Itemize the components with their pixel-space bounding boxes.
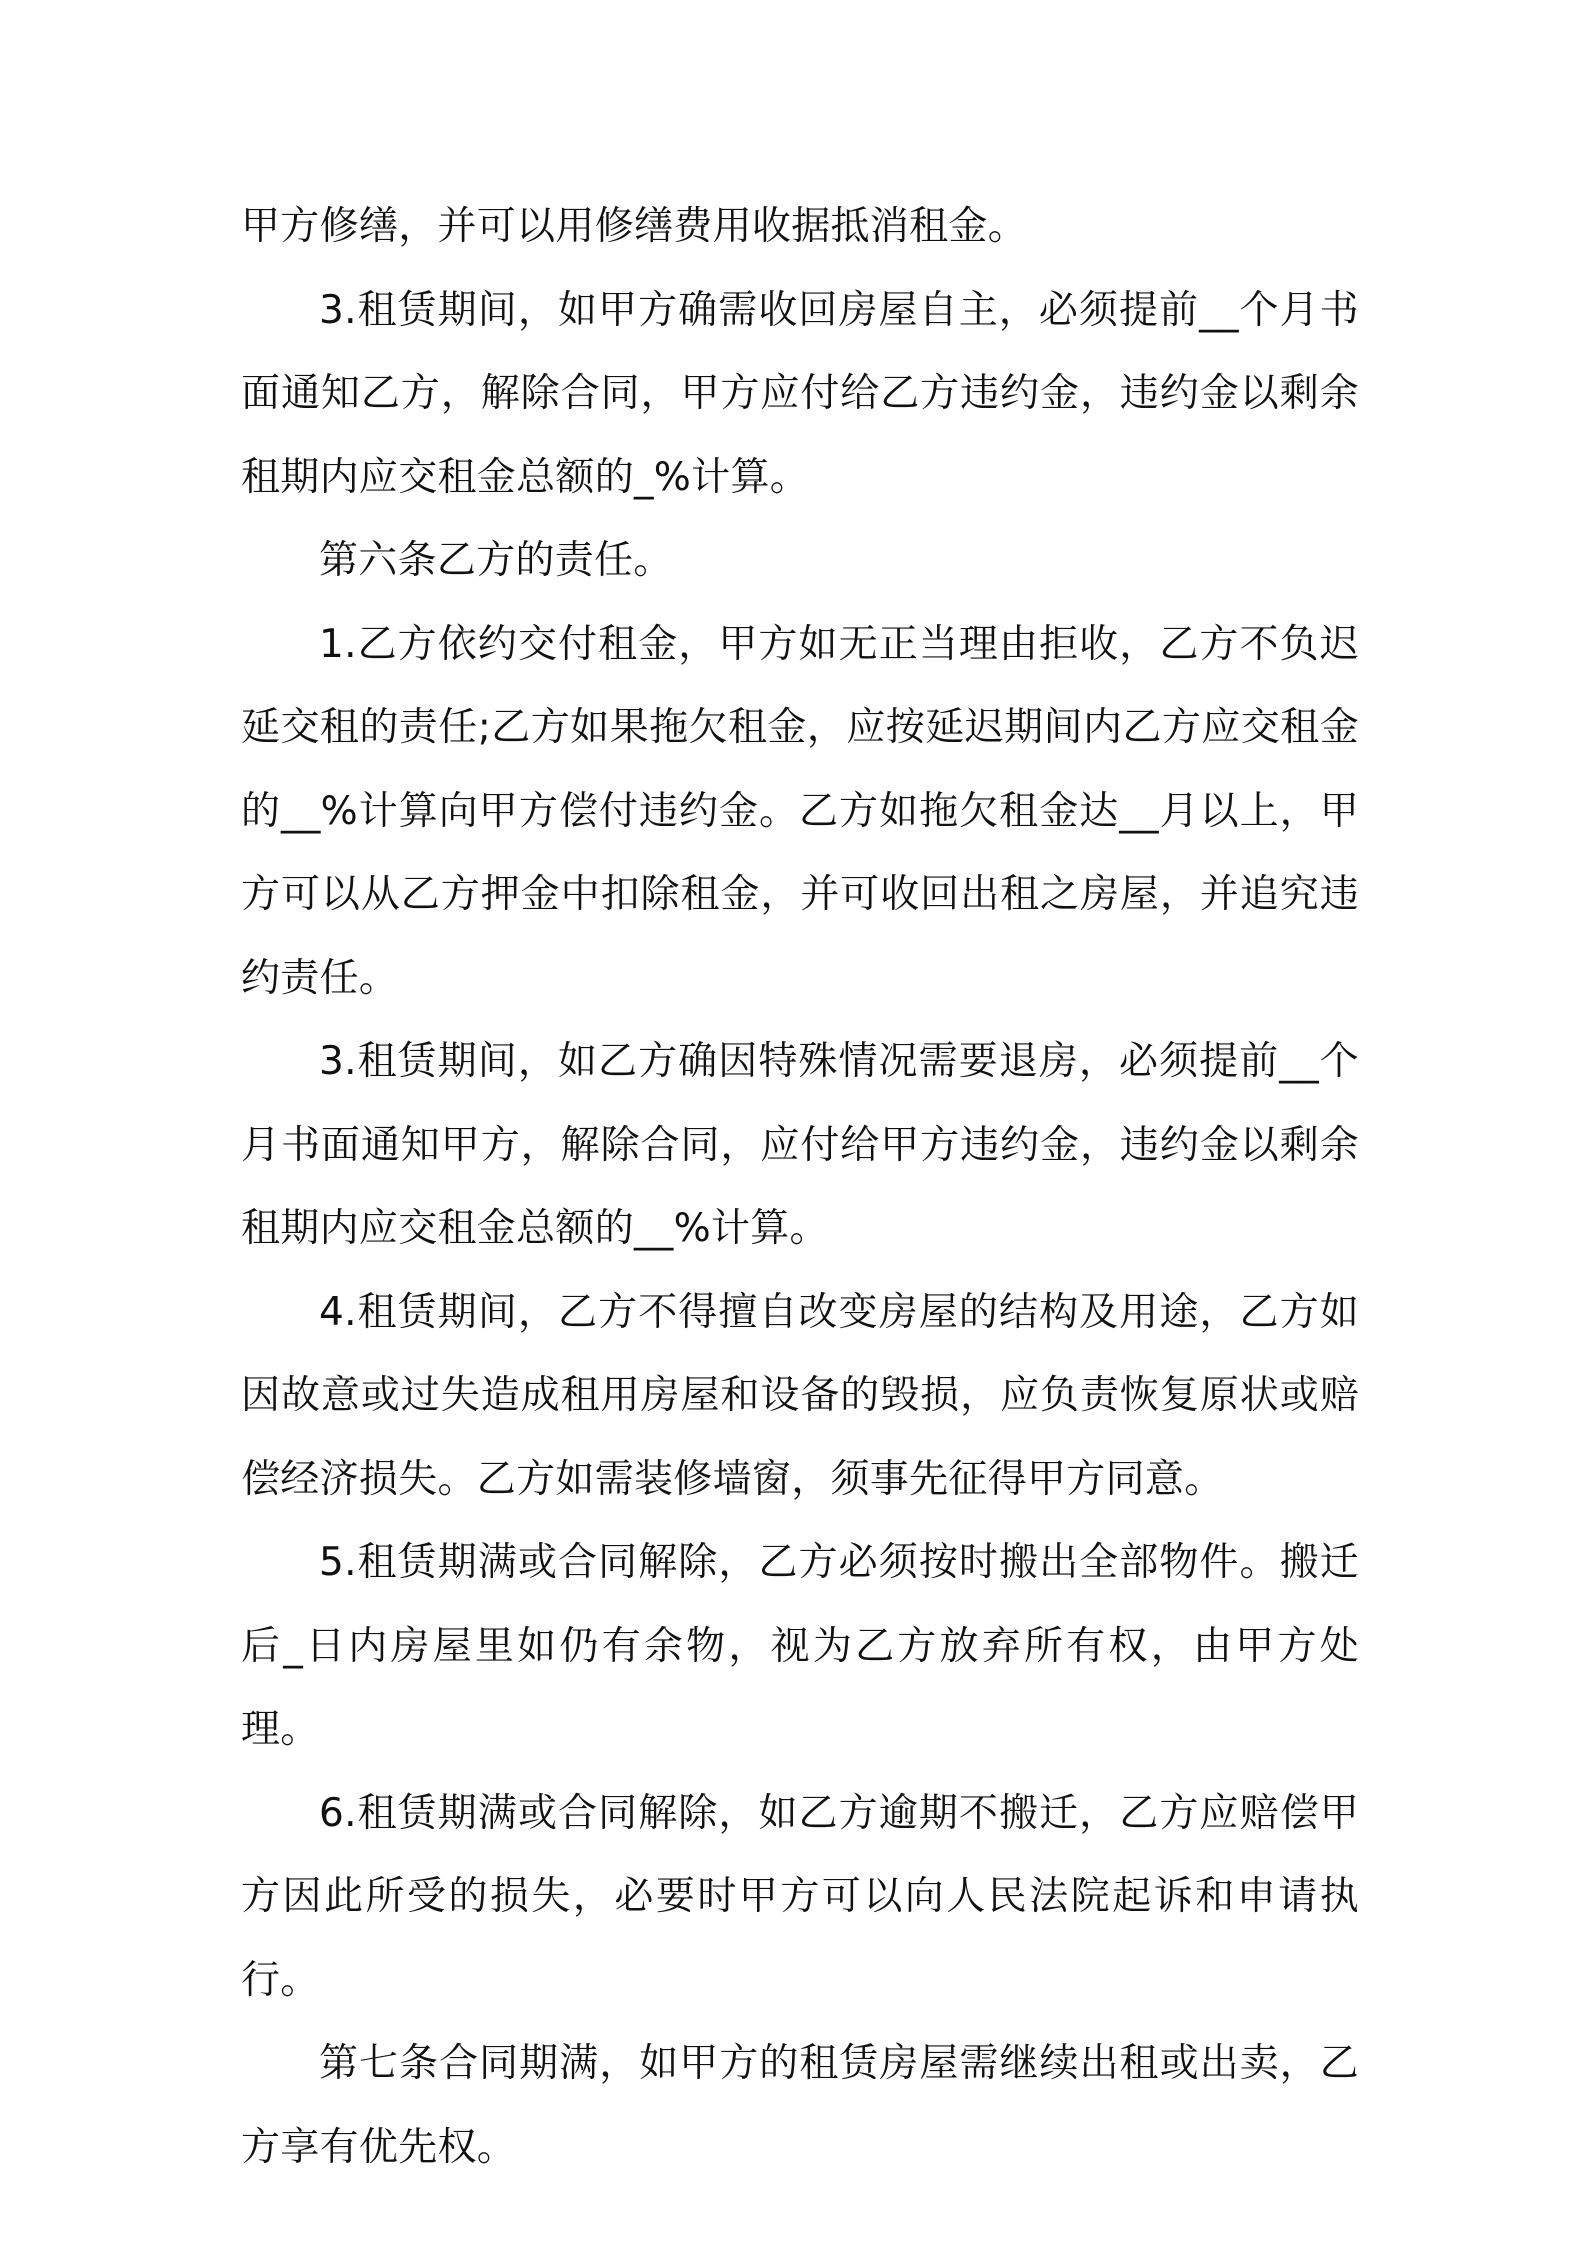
paragraph-clause-6-4: 4.租赁期间，乙方不得擅自改变房屋的结构及用途，乙方如因故意或过失造成租用房屋和设备的毁损，应负责恢复原状或赔偿经济损失。乙方如需装修墙窗，须事先征得甲方同意。 <box>241 1289 1359 1502</box>
paragraph-article-7: 第七条合同期满，如甲方的租赁房屋需继续出租或出卖，乙方享有优先权。 <box>241 2041 1359 2170</box>
paragraph-continuation: 甲方修缮，并可以用修缮费用收据抵消租金。 <box>241 204 1028 249</box>
section-heading-article-6: 第六条乙方的责任。 <box>319 538 673 583</box>
paragraph-clause-6-6: 6.租赁期满或合同解除，如乙方逾期不搬迁，乙方应赔偿甲方因此所受的损失，必要时甲方可以向人民法院起诉和申请执行。 <box>241 1790 1359 2003</box>
paragraph-clause-5-3: 3.租赁期间，如甲方确需收回房屋自主，必须提前__个月书面通知乙方，解除合同，甲方应付给乙方违约金，违约金以剩余租期内应交租金总额的_%计算。 <box>241 287 1359 500</box>
paragraph-clause-6-1: 1.乙方依约交付租金，甲方如无正当理由拒收，乙方不负迟延交租的责任;乙方如果拖欠租金，应按延迟期间内乙方应交租金的__%计算向甲方偿付违约金。乙方如拖欠租金达__月以上，甲方可以从乙方押金中扣除租金，并可收回出租之房屋，并追究违约责任。 <box>241 621 1359 1001</box>
document-body <box>241 185 1359 2189</box>
paragraph-clause-6-3: 3.租赁期间，如乙方确因特殊情况需要退房，必须提前__个月书面通知甲方，解除合同，应付给甲方违约金，违约金以剩余租期内应交租金总额的__%计算。 <box>241 1039 1359 1251</box>
paragraph-clause-6-5: 5.租赁期满或合同解除，乙方必须按时搬出全部物件。搬迁后_日内房屋里如仍有余物，视为乙方放弃所有权，由甲方处理。 <box>241 1540 1359 1752</box>
